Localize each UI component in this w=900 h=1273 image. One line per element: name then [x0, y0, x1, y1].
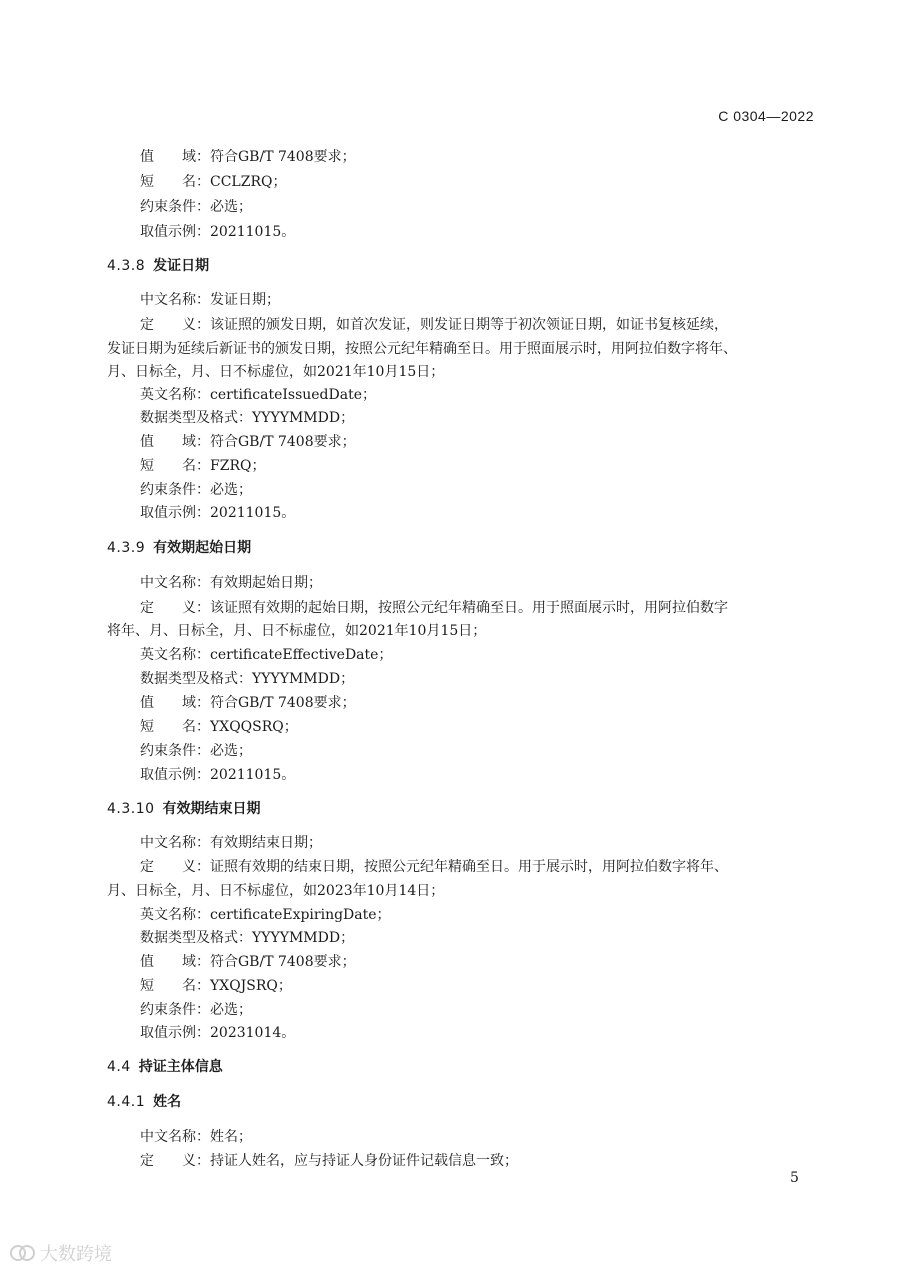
field-constraint: 约束条件：必选； — [140, 482, 252, 498]
section-heading-4-3-8 — [107, 256, 209, 276]
field-definition: 定 义：持证人姓名，应与持证人身份证件记载信息一致； — [140, 1153, 518, 1169]
section-heading-4-4 — [107, 1057, 223, 1077]
field-chinese-name: 中文名称：发证日期； — [140, 292, 280, 308]
section-title: 持证主体信息 — [138, 1059, 223, 1075]
document-code: C 0304—2022 — [718, 108, 814, 124]
field-english-name: 英文名称：certificateExpiringDate； — [140, 907, 391, 923]
field-definition: 定 义：该证照有效期的起始日期，按照公元纪年精确至日。用于照面展示时，用阿拉伯数字 — [140, 600, 728, 616]
field-definition-continued: 将年、月、日标全，月、日不标虚位，如2021年10月15日； — [107, 623, 487, 639]
field-value-range: 值 域：符合GB/T 7408要求； — [140, 434, 356, 450]
field-constraint: 约束条件：必选； — [140, 1002, 252, 1018]
field-short-name: 短 名：YXQQSRQ； — [140, 719, 298, 735]
field-definition-continued: 月、日标全，月、日不标虚位，如2021年10月15日； — [107, 364, 445, 380]
page-number: 5 — [790, 1170, 799, 1186]
field-value-range: 值 域：符合GB/T 7408要求； — [140, 695, 356, 711]
watermark — [10, 1240, 112, 1266]
field-data-type: 数据类型及格式：YYYYMMDD； — [140, 930, 355, 946]
field-data-type: 数据类型及格式：YYYYMMDD； — [140, 410, 355, 426]
section-number: 4.3.8 — [107, 258, 146, 274]
field-short-name: 短 名：FZRQ； — [140, 458, 266, 474]
field-constraint: 约束条件：必选； — [140, 743, 252, 759]
section-heading-4-3-9 — [107, 538, 251, 558]
field-definition: 定 义：该证照的颁发日期，如首次发证，则发证日期等于初次领证日期，如证书复核延续， — [140, 317, 728, 333]
section-heading-4-4-1 — [107, 1092, 181, 1112]
field-definition: 定 义：证照有效期的结束日期，按照公元纪年精确至日。用于展示时，用阿拉伯数字将年、 — [140, 859, 728, 875]
section-number: 4.3.9 — [107, 540, 146, 556]
field-example: 取值示例：20211015。 — [140, 767, 296, 783]
field-definition-continued: 月、日标全，月、日不标虚位，如2023年10月14日； — [107, 883, 445, 899]
section-title: 有效期结束日期 — [162, 801, 261, 817]
field-example: 取值示例：20211015。 — [140, 224, 296, 240]
section-title: 姓名 — [153, 1094, 182, 1110]
field-english-name: 英文名称：certificateIssuedDate； — [140, 387, 377, 403]
field-constraint: 约束条件：必选； — [140, 199, 252, 215]
watermark-text: 大数跨境 — [40, 1244, 112, 1265]
double-circle-logo-icon — [10, 1243, 36, 1263]
section-title: 发证日期 — [153, 258, 210, 274]
field-chinese-name: 中文名称：有效期起始日期； — [140, 575, 322, 591]
field-example: 取值示例：20231014。 — [140, 1025, 296, 1041]
field-example: 取值示例：20211015。 — [140, 505, 296, 521]
section-number: 4.3.10 — [107, 801, 155, 817]
section-heading-4-3-10 — [107, 799, 261, 819]
section-title: 有效期起始日期 — [153, 540, 252, 556]
field-chinese-name: 中文名称：有效期结束日期； — [140, 835, 322, 851]
field-english-name: 英文名称：certificateEffectiveDate； — [140, 647, 393, 663]
field-value-range: 值 域：符合GB/T 7408要求； — [140, 149, 356, 165]
field-data-type: 数据类型及格式：YYYYMMDD； — [140, 671, 355, 687]
field-definition-continued: 发证日期为延续后新证书的颁发日期，按照公元纪年精确至日。用于照面展示时，用阿拉伯数字将年、 — [107, 341, 737, 357]
field-value-range: 值 域：符合GB/T 7408要求； — [140, 954, 356, 970]
section-number: 4.4.1 — [107, 1094, 146, 1110]
field-short-name: 短 名：CCLZRQ； — [140, 174, 287, 190]
field-chinese-name: 中文名称：姓名； — [140, 1129, 252, 1145]
section-number: 4.4 — [107, 1059, 131, 1075]
field-short-name: 短 名：YXQJSRQ； — [140, 978, 292, 994]
